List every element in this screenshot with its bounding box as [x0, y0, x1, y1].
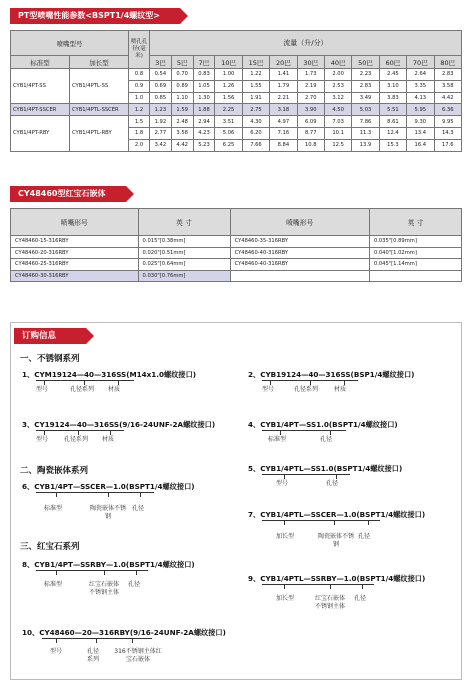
label-orifice: 孔径: [132, 505, 145, 512]
label-standard: 标准型: [44, 505, 63, 512]
flow-cell: 3.83: [379, 92, 406, 104]
order-item-9: 9、CYB1/4PTL—SSRBY—1.0(BSPT1/4螺纹接口): [248, 574, 426, 583]
orifice-cell: 1.2: [129, 104, 150, 116]
flow-cell: 2.48: [171, 116, 193, 128]
label-316-ruby: 316不锈钢主体红宝石嵌体: [114, 648, 162, 663]
label-orifice: 孔径: [354, 595, 367, 602]
section-banner-ruby: CY48460型红宝石嵌体: [10, 186, 126, 202]
flow-cell: 3.10: [379, 80, 406, 92]
flow-cell: 6.25: [215, 139, 242, 151]
model-extended: CYB1/4PTL-RBY: [70, 116, 129, 151]
label-model: 型号: [36, 436, 49, 443]
label-orifice-series: 孔径系列: [70, 386, 95, 393]
flow-cell: 2.83: [434, 69, 461, 81]
order-item-8: 8、CYB1/4PT—SSRBY—1.0(BSPT1/4螺纹接口): [22, 560, 195, 569]
flow-cell: 2.94: [193, 116, 215, 128]
flow-cell: 3.58: [434, 80, 461, 92]
flow-cell: 6.36: [434, 104, 461, 116]
flow-cell: 2.25: [215, 104, 242, 116]
flow-cell: 5.03: [352, 104, 379, 116]
flow-cell: 0.54: [150, 69, 172, 81]
table-row: [11, 69, 462, 81]
flow-cell: 0.85: [150, 92, 172, 104]
pressure-header: 15巴: [242, 56, 269, 69]
orifice-cell: 1.8: [129, 127, 150, 139]
flow-cell: 3.35: [407, 80, 434, 92]
flow-cell: 0.89: [171, 80, 193, 92]
size-cell: 0.045"[1.14mm]: [369, 259, 461, 271]
orifice-cell: 0.8: [129, 69, 150, 81]
flow-cell: 4.13: [407, 92, 434, 104]
flow-cell: 2.83: [352, 80, 379, 92]
flow-cell: 2.75: [242, 104, 269, 116]
flow-cell: 0.70: [171, 69, 193, 81]
model-cell: CY48460-35-316RBY: [230, 236, 369, 248]
header-standard: 标准型: [11, 56, 70, 69]
label-extended: 加长型: [276, 595, 295, 602]
flow-cell: 6.09: [297, 116, 324, 128]
flow-cell: 3.18: [270, 104, 297, 116]
label-extended: 加长型: [276, 533, 295, 540]
label-orifice: 孔径: [320, 436, 333, 443]
flow-cell: 17.6: [434, 139, 461, 151]
header-extended: 加长型: [70, 56, 129, 69]
label-model: 型号: [262, 386, 275, 393]
label-material: 材质: [334, 386, 347, 393]
flow-cell: 8.84: [270, 139, 297, 151]
flow-cell: 12.4: [379, 127, 406, 139]
flow-cell: 3.49: [352, 92, 379, 104]
order-item-4: 4、CYB1/4PT—SS1.0(BSPT1/4螺纹接口): [248, 420, 398, 429]
flow-cell: 2.21: [270, 92, 297, 104]
label-material: 材质: [108, 386, 121, 393]
pressure-header: 80巴: [434, 56, 461, 69]
model-extended: CYB1/4PTL-SSCER: [70, 104, 129, 116]
flow-cell: 1.88: [193, 104, 215, 116]
flow-cell: 12.5: [324, 139, 351, 151]
order-item-1: 1、CYM19124—40—316SS(M14x1.0螺纹接口): [22, 370, 197, 379]
size-cell: [369, 270, 461, 282]
flow-cell: 1.22: [242, 69, 269, 81]
flow-cell: 8.61: [379, 116, 406, 128]
flow-cell: 4.42: [434, 92, 461, 104]
flow-cell: 1.73: [297, 69, 324, 81]
performance-table: [10, 30, 462, 152]
size-cell: 0.020"[0.51mm]: [138, 247, 230, 259]
pressure-header: 60巴: [379, 56, 406, 69]
series-heading-ceramic: 二、陶瓷嵌体系列: [20, 466, 89, 476]
model-cell: CY48460-40-316RBY: [230, 259, 369, 271]
table-row: [11, 259, 462, 271]
label-standard: 标准型: [268, 436, 287, 443]
model-cell: CY48460-30-316RBY: [11, 270, 139, 282]
label-model: 型号: [50, 648, 63, 655]
label-ruby: 红宝石嵌体不锈钢主体: [314, 595, 345, 610]
flow-cell: 2.45: [379, 69, 406, 81]
flow-cell: 4.97: [270, 116, 297, 128]
label-orifice: 孔径: [326, 480, 339, 487]
flow-cell: 11.3: [352, 127, 379, 139]
pressure-header: 30巴: [297, 56, 324, 69]
size-cell: 0.025"[0.64mm]: [138, 259, 230, 271]
flow-cell: 1.59: [171, 104, 193, 116]
model-cell: CY48460-25-316RBY: [11, 259, 139, 271]
header-orifice: 喷孔孔径(毫米): [129, 31, 150, 69]
orifice-cell: 0.9: [129, 80, 150, 92]
pressure-header: 70巴: [407, 56, 434, 69]
flow-cell: 5.23: [193, 139, 215, 151]
pressure-header: 7巴: [193, 56, 215, 69]
flow-cell: 10.8: [297, 139, 324, 151]
label-orifice: 孔径: [128, 581, 141, 588]
label-ceramic: 陶瓷嵌体不锈钢: [318, 533, 355, 548]
flow-cell: 5.95: [407, 104, 434, 116]
label-orifice-series: 孔径系列: [294, 386, 319, 393]
model-cell: CY48460-20-316RBY: [11, 247, 139, 259]
orifice-cell: 1.5: [129, 116, 150, 128]
table-row: [11, 247, 462, 259]
model-cell: CY48460-15-316RBY: [11, 236, 139, 248]
flow-cell: 1.10: [171, 92, 193, 104]
flow-cell: 7.03: [324, 116, 351, 128]
flow-cell: 1.41: [270, 69, 297, 81]
flow-cell: 1.05: [193, 80, 215, 92]
flow-cell: 3.90: [297, 104, 324, 116]
header-size-left: 英 寸: [138, 209, 230, 236]
flow-cell: 1.91: [242, 92, 269, 104]
order-item-3: 3、CY19124—40—316SS(9/16-24UNF-2A螺纹接口): [22, 420, 216, 429]
flow-cell: 14.3: [434, 127, 461, 139]
model-extended: CYB1/4PTL-SS: [70, 69, 129, 104]
flow-cell: 1.92: [150, 116, 172, 128]
pressure-header: 10巴: [215, 56, 242, 69]
ruby-insert-table: [10, 208, 462, 282]
flow-cell: 4.23: [193, 127, 215, 139]
flow-cell: 3.58: [171, 127, 193, 139]
model-standard: CYB1/4PT-RBY: [11, 116, 70, 151]
flow-cell: 7.86: [352, 116, 379, 128]
order-item-7: 7、CYB1/4PTL—SSCER—1.0(BSPT1/4螺纹接口): [248, 510, 426, 519]
table-row: [11, 270, 462, 282]
pressure-header: 50巴: [352, 56, 379, 69]
flow-cell: 3.42: [150, 139, 172, 151]
flow-cell: 0.83: [193, 69, 215, 81]
flow-cell: 2.77: [150, 127, 172, 139]
size-cell: 0.030"[0.76mm]: [138, 270, 230, 282]
size-cell: 0.015"[0.38mm]: [138, 236, 230, 248]
flow-cell: 13.9: [352, 139, 379, 151]
order-item-5: 5、CYB1/4PTL—SS1.0(BSPT1/4螺纹接口): [248, 464, 403, 473]
flow-cell: 5.06: [215, 127, 242, 139]
flow-cell: 8.77: [297, 127, 324, 139]
flow-cell: 13.4: [407, 127, 434, 139]
section-banner-order: 订购信息: [14, 328, 86, 344]
flow-cell: 1.79: [270, 80, 297, 92]
header-model: 喷嘴型号: [11, 31, 129, 56]
flow-cell: 16.4: [407, 139, 434, 151]
flow-cell: 7.66: [242, 139, 269, 151]
label-orifice-series: 孔径系列: [86, 648, 99, 663]
model-standard: CYB1/4PT-SS: [11, 69, 70, 104]
model-cell: CY48460-40-316RBY: [230, 247, 369, 259]
flow-cell: 10.1: [324, 127, 351, 139]
model-cell: [230, 270, 369, 282]
flow-cell: 1.00: [215, 69, 242, 81]
table-row: [11, 236, 462, 248]
flow-cell: 9.30: [407, 116, 434, 128]
label-material: 材质: [102, 436, 115, 443]
pressure-header: 20巴: [270, 56, 297, 69]
header-flow: 流量（升/分）: [150, 31, 462, 56]
flow-cell: 2.70: [297, 92, 324, 104]
flow-cell: 7.16: [270, 127, 297, 139]
label-ceramic: 陶瓷嵌体不锈钢: [90, 505, 127, 520]
flow-cell: 3.12: [324, 92, 351, 104]
flow-cell: 6.20: [242, 127, 269, 139]
label-ruby: 红宝石嵌体不锈钢主体: [88, 581, 119, 596]
orifice-cell: 1.0: [129, 92, 150, 104]
flow-cell: 1.56: [215, 92, 242, 104]
flow-cell: 2.00: [324, 69, 351, 81]
flow-cell: 4.50: [324, 104, 351, 116]
section-banner-performance: PT型喷嘴性能参数<BSPT1/4螺纹型>: [10, 8, 180, 24]
series-heading-stainless: 一、不锈钢系列: [20, 354, 80, 364]
flow-cell: 2.53: [324, 80, 351, 92]
flow-cell: 4.30: [242, 116, 269, 128]
series-heading-ruby: 三、红宝石系列: [20, 542, 80, 552]
model-standard: CYB1/4PT-SSCER: [11, 104, 70, 116]
flow-cell: 2.23: [352, 69, 379, 81]
table-row: [11, 104, 462, 116]
header-size-right: 英 寸: [369, 209, 461, 236]
label-orifice: 孔径: [358, 533, 371, 540]
label-model: 型号: [36, 386, 49, 393]
flow-cell: 1.23: [150, 104, 172, 116]
pressure-header: 5巴: [171, 56, 193, 69]
flow-cell: 1.55: [242, 80, 269, 92]
flow-cell: 9.95: [434, 116, 461, 128]
flow-cell: 2.64: [407, 69, 434, 81]
flow-cell: 2.19: [297, 80, 324, 92]
pressure-header: 40巴: [324, 56, 351, 69]
orifice-cell: 2.0: [129, 139, 150, 151]
flow-cell: 1.30: [193, 92, 215, 104]
header-model-right: 喷嘴形号: [230, 209, 369, 236]
label-extended: 型号: [276, 480, 289, 487]
header-model-left: 喷嘴形号: [11, 209, 139, 236]
order-item-10: 10、CY48460—20—316RBY(9/16-24UNF-2A螺纹接口): [22, 628, 226, 637]
flow-cell: 4.42: [171, 139, 193, 151]
flow-cell: 5.51: [379, 104, 406, 116]
flow-cell: 15.3: [379, 139, 406, 151]
pressure-header: 3巴: [150, 56, 172, 69]
size-cell: 0.040"[1.02mm]: [369, 247, 461, 259]
label-standard: 标准型: [44, 581, 63, 588]
table-row: [11, 116, 462, 128]
label-orifice-series: 孔径系列: [64, 436, 89, 443]
order-item-2: 2、CYB19124—40—316SS(BSP1/4螺纹接口): [248, 370, 415, 379]
order-item-6: 6、CYB1/4PT—SSCER—1.0(BSPT1/4螺纹接口): [22, 482, 195, 491]
flow-cell: 1.26: [215, 80, 242, 92]
size-cell: 0.035"[0.89mm]: [369, 236, 461, 248]
flow-cell: 3.51: [215, 116, 242, 128]
flow-cell: 0.69: [150, 80, 172, 92]
